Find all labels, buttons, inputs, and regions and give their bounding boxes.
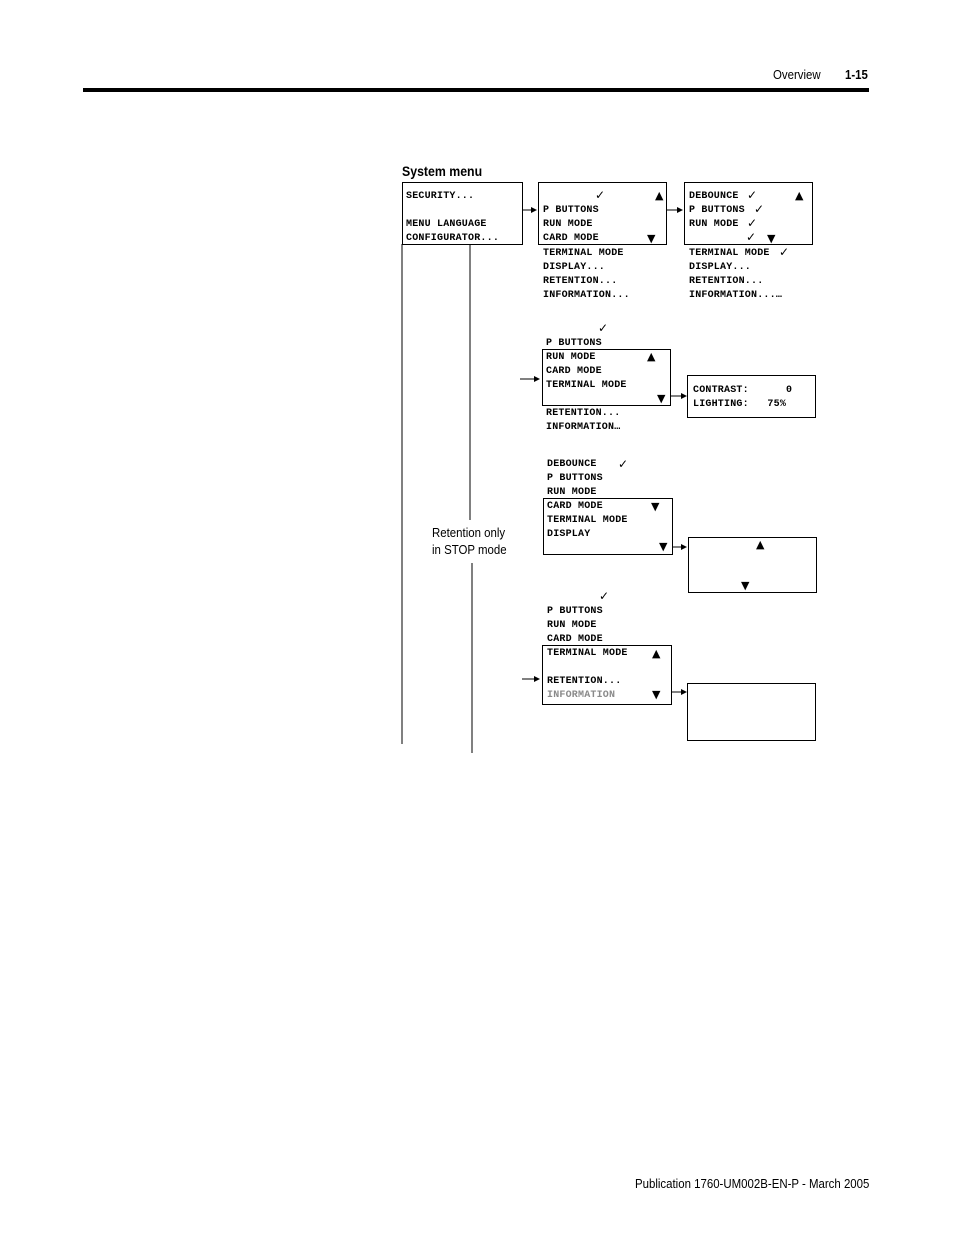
retention-menu-item: RUN MODE: [547, 487, 597, 498]
check-icon: ✓: [618, 457, 629, 471]
info-menu-item: INFORMATION: [547, 690, 616, 701]
info-menu-item: P BUTTONS: [547, 606, 603, 617]
scroll-down-icon: ▼: [659, 540, 668, 553]
retention-screen-box: [688, 537, 817, 593]
options-menu-item: RUN MODE: [689, 219, 739, 230]
main-menu-item: SECURITY...: [406, 191, 475, 202]
scroll-up-icon: ▲: [795, 189, 804, 202]
retention-note-line: Retention only: [432, 525, 506, 540]
config-menu-item: RETENTION...: [543, 276, 618, 287]
contrast-setting: CONTRAST: 0: [693, 385, 793, 396]
check-icon: ✓: [599, 589, 610, 603]
figure-title: System menu: [402, 163, 483, 179]
check-icon: ✓: [747, 188, 758, 202]
main-menu-item: CONFIGURATOR...: [406, 233, 500, 244]
config-menu-item: RUN MODE: [543, 219, 593, 230]
config-menu-item: INFORMATION...: [543, 290, 630, 301]
running-header-section: Overview: [773, 67, 821, 82]
scroll-down-icon: ▼: [651, 500, 660, 513]
display-menu-item: CARD MODE: [546, 366, 602, 377]
options-menu-item: DEBOUNCE: [689, 191, 739, 202]
check-icon: ✓: [595, 188, 606, 202]
config-menu-item: DISPLAY...: [543, 262, 606, 273]
scroll-down-icon: ▼: [647, 232, 656, 245]
info-menu-item: TERMINAL MODE: [547, 648, 628, 659]
options-menu-item: RETENTION...: [689, 276, 764, 287]
check-icon: ✓: [754, 202, 765, 216]
scroll-down-icon: ▼: [741, 579, 750, 592]
options-menu-item: TERMINAL MODE: [689, 248, 770, 259]
info-menu-item: CARD MODE: [547, 634, 603, 645]
display-menu-item: P BUTTONS: [546, 338, 602, 349]
display-menu-item: INFORMATION…: [546, 422, 621, 433]
options-menu-item: DISPLAY...: [689, 262, 752, 273]
scroll-up-icon: ▲: [655, 189, 664, 202]
retention-menu-item: P BUTTONS: [547, 473, 603, 484]
retention-menu-item: DEBOUNCE: [547, 459, 597, 470]
scroll-down-icon: ▼: [767, 232, 776, 245]
check-icon: ✓: [779, 245, 790, 259]
display-menu-item: RUN MODE: [546, 352, 596, 363]
options-menu-item: INFORMATION...…: [689, 290, 783, 301]
information-screen-box: [687, 683, 816, 741]
check-icon: ✓: [747, 216, 758, 230]
retention-note-line: in STOP mode: [432, 542, 507, 557]
scroll-down-icon: ▼: [657, 392, 666, 405]
info-menu-item: RETENTION...: [547, 676, 622, 687]
display-menu-item: TERMINAL MODE: [546, 380, 627, 391]
check-icon: ✓: [598, 321, 609, 335]
page-number: 1-15: [845, 67, 868, 82]
scroll-down-icon: ▼: [652, 688, 661, 701]
info-menu-item: RUN MODE: [547, 620, 597, 631]
check-icon: ✓: [746, 230, 757, 244]
retention-note: [432, 524, 507, 558]
config-menu-item: TERMINAL MODE: [543, 248, 624, 259]
publication-footer: Publication 1760-UM002B-EN-P - March 2005: [634, 1176, 869, 1191]
options-menu-item: P BUTTONS: [689, 205, 745, 216]
config-menu-item: P BUTTONS: [543, 205, 599, 216]
retention-menu-item: CARD MODE: [547, 501, 603, 512]
scroll-up-icon: ▲: [652, 647, 661, 660]
scroll-up-icon: ▲: [647, 350, 656, 363]
config-menu-item: CARD MODE: [543, 233, 599, 244]
display-menu-item: RETENTION...: [546, 408, 621, 419]
main-menu-item: MENU LANGUAGE: [406, 219, 487, 230]
lighting-setting: LIGHTING: 75%: [693, 399, 787, 410]
retention-menu-item: DISPLAY: [547, 529, 591, 540]
retention-menu-item: TERMINAL MODE: [547, 515, 628, 526]
scroll-up-icon: ▲: [756, 538, 765, 551]
